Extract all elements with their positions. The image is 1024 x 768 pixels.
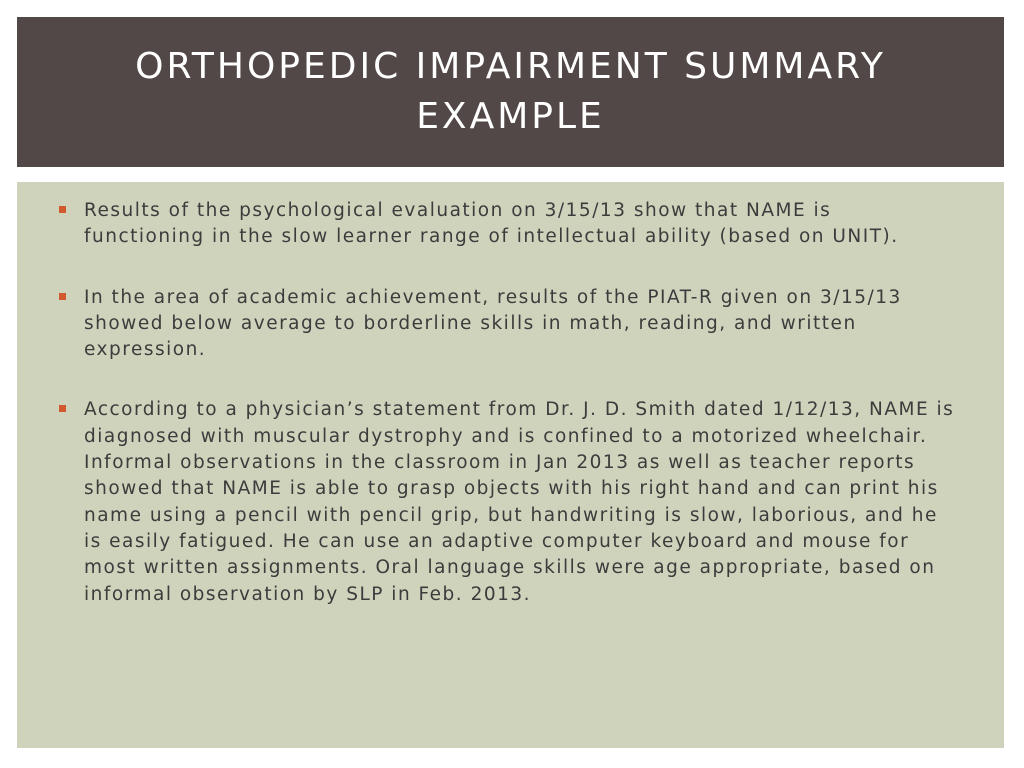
content-panel (17, 182, 1004, 748)
slide-title: ORTHOPEDIC IMPAIRMENT SUMMARY EXAMPLE (135, 46, 886, 137)
square-bullet-icon (59, 206, 66, 213)
bullet-text: In the area of academic achievement, results of the PIAT-R given on 3/15/13 showed below average to borderline skills in math, reading, and written expression. (84, 286, 902, 361)
bullet-text: According to a physician’s statement from Dr. J. D. Smith dated 1/12/13, NAME is diagnosed with muscular dystrophy and is confined to a motorized wheelchair. Informal observations in the classroom in Jan 2013 as well as teacher reports showed that NAME is able to grasp objects with his right hand and can print his name using a pencil with pencil grip, but handwriting is slow, laborious, and he is easily fatigued. He can use an adaptive computer keyboard and mouse for most written assignments. Oral language skills were age appropriate, based on informal observation by SLP in Feb. 2013. (84, 399, 955, 605)
square-bullet-icon (59, 293, 66, 300)
bullet-item (57, 198, 957, 251)
title-bar (17, 17, 1004, 167)
bullet-text: Results of the psychological evaluation on 3/15/13 show that NAME is functioning in the slow learner range of intellectual ability (based on UNIT). (84, 200, 899, 248)
square-bullet-icon (59, 405, 66, 412)
bullet-list (57, 198, 957, 642)
bullet-item (57, 397, 957, 607)
bullet-item (57, 285, 957, 364)
